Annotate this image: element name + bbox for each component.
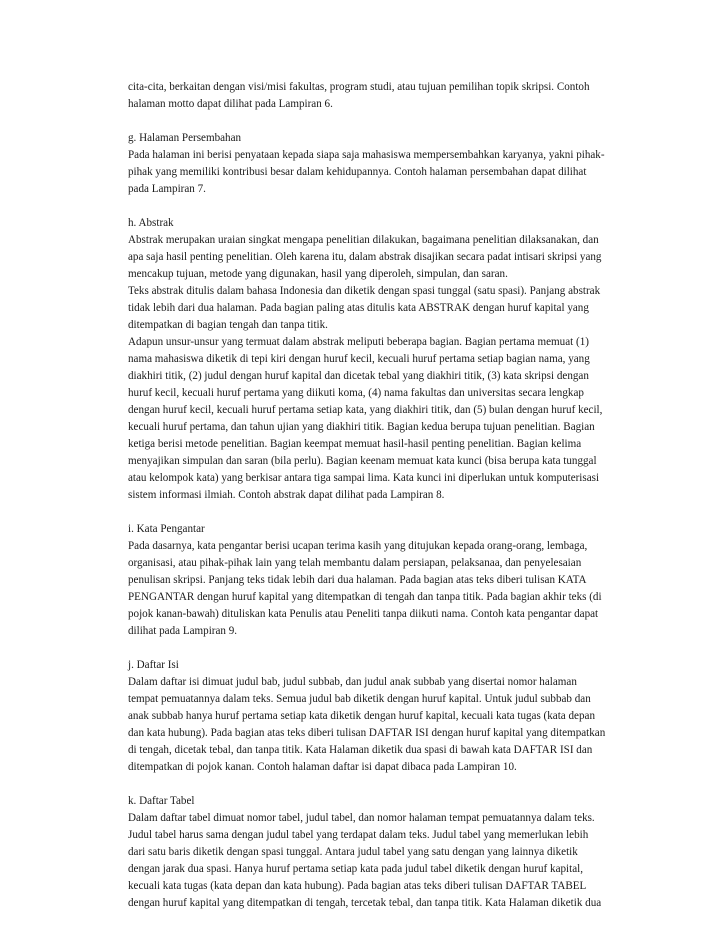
section-abstrak [128, 215, 648, 504]
text-line: Judul tabel harus sama dengan judul tabel yang terdapat dalam teks. Judul tabel yang memerlukan lebih [128, 829, 589, 841]
section-daftar-tabel [128, 793, 648, 912]
text-line: dan kata hubung). Pada bagian atas teks diberi tulisan DAFTAR ISI dengan huruf kapital yang ditempatkan [128, 727, 606, 739]
text-line: di tengah, dicetak tebal, dan tanpa titik. Kata Halaman diketik dua spasi di bawah kata DAFTAR ISI dan [128, 744, 593, 756]
text-line: Dalam daftar isi dimuat judul bab, judul subbab, dan judul anak subbab yang disertai nomor halaman [128, 676, 577, 688]
text-line: Adapun unsur-unsur yang termuat dalam abstrak meliputi beberapa bagian. Bagian pertama memuat (1) [128, 336, 589, 348]
section-heading: g. Halaman Persembahan [128, 132, 242, 144]
text-line: PENGANTAR dengan huruf kapital yang ditempatkan di tengah dan tanpa titik. Pada bagian akhir teks (di [128, 591, 602, 603]
text-line: Abstrak merupakan uraian singkat mengapa penelitian dilakukan, bagaimana penelitian dilaksanakan, dan [128, 234, 599, 246]
text-line: Teks abstrak ditulis dalam bahasa Indonesia dan diketik dengan spasi tunggal (satu spasi). Panjang abstrak [128, 285, 601, 297]
text-line: diakhiri titik, (2) judul dengan huruf kapital dan dicetak tebal yang diakhiri titik, (3) kata skripsi dengan [128, 370, 589, 382]
text-line: pada Lampiran 7. [128, 183, 206, 195]
text-line: dari satu baris diketik dengan spasi tunggal. Antara judul tabel yang satu dengan yang lainnya diketik [128, 846, 578, 858]
section-kata-pengantar [128, 521, 648, 640]
text-line: Dalam daftar tabel dimuat nomor tabel, judul tabel, dan nomor halaman tempat pemuatannya dalam teks. [128, 812, 595, 824]
text-line: dengan huruf kapital yang ditempatkan di tengah, tercetak tebal, dan tanpa titik. Kata Halaman diketik dua [128, 897, 602, 909]
text-line: nama mahasiswa diketik di tepi kiri dengan huruf kecil, kecuali huruf pertama setiap bagian nama, yang [128, 353, 590, 365]
text-line: mencakup tujuan, metode yang digunakan, hasil yang diperoleh, simpulan, dan saran. [128, 268, 508, 280]
text-line: tempat pemuatannya dalam teks. Semua judul bab diketik dengan huruf kapital. Untuk judul subbab dan [128, 693, 591, 705]
text-line: sistem informasi ilmiah. Contoh abstrak dapat dilihat pada Lampiran 8. [128, 489, 445, 501]
intro-paragraph [128, 79, 648, 113]
text-line: dengan huruf kecil, kecuali huruf pertama setiap kata, yang diakhiri titik, dan (5) bulan dengan huruf kecil, [128, 404, 603, 416]
text-line: pihak yang memiliki kontribusi besar dalam kehidupannya. Contoh halaman persembahan dapat dilihat [128, 166, 587, 178]
document-body [128, 79, 648, 912]
text-line: Pada dasarnya, kata pengantar berisi ucapan terima kasih yang ditujukan kepada orang-orang, lembaga, [128, 540, 588, 552]
text-line: kecuali huruf pertama, dan tahun ujian yang diakhiri titik. Bagian kedua berupa tujuan penelitian. Bagian [128, 421, 595, 433]
text-line: kecuali kata tugas (kata depan dan kata hubung). Pada bagian atas teks diberi tulisan DAFTAR TABEL [128, 880, 587, 892]
section-heading: j. Daftar Isi [128, 659, 179, 671]
section-heading: k. Daftar Tabel [128, 795, 195, 807]
text-line: cita-cita, berkaitan dengan visi/misi fakultas, program studi, atau tujuan pemilihan topik skripsi. Contoh [128, 81, 590, 93]
section-heading: i. Kata Pengantar [128, 523, 205, 535]
text-line: menyajikan simpulan dan saran (bila perlu). Bagian keenam memuat kata kunci (bisa berupa kata tunggal [128, 455, 597, 467]
section-heading: h. Abstrak [128, 217, 174, 229]
text-line: atau kelompok kata) yang berkisar antara tiga sampai lima. Kata kunci ini diperlukan untuk komputerisasi [128, 472, 600, 484]
text-line: Pada halaman ini berisi penyataan kepada siapa saja mahasiswa mempersembahkan karyanya, yakni pihak- [128, 149, 605, 161]
text-line: ditempatkan di pojok kanan. Contoh halaman daftar isi dapat dibaca pada Lampiran 10. [128, 761, 517, 773]
section-halaman-persembahan [128, 130, 648, 198]
text-line: pojok kanan-bawah) dituliskan kata Penulis atau Peneliti tanpa diikuti nama. Contoh kata pengantar dapat [128, 608, 599, 620]
text-line: organisasi, atau pihak-pihak lain yang telah membantu dalam persiapan, pelaksanaa, dan penyelesaian [128, 557, 582, 569]
text-line: ketiga berisi metode penelitian. Bagian keempat memuat hasil-hasil penting penelitian. Bagian kelima [128, 438, 582, 450]
text-line: penulisan skripsi. Panjang teks tidak lebih dari dua halaman. Pada bagian atas teks diberi tulisan KATA [128, 574, 587, 586]
text-line: anak subbab hanya huruf pertama setiap kata diketik dengan huruf kapital, kecuali kata tugas (kata depan [128, 710, 595, 722]
text-line: tidak lebih dari dua halaman. Pada bagian paling atas ditulis kata ABSTRAK dengan huruf kapital yang [128, 302, 589, 314]
text-line: ditempatkan di bagian tengah dan tanpa titik. [128, 319, 328, 331]
text-line: halaman motto dapat dilihat pada Lampiran 6. [128, 98, 333, 110]
text-line: dilihat pada Lampiran 9. [128, 625, 238, 637]
text-line: dengan jarak dua spasi. Hanya huruf pertama setiap kata pada judul tabel diketik dengan huruf kapital, [128, 863, 583, 875]
text-line: apa saja hasil penting penelitian. Oleh karena itu, dalam abstrak disajikan secara padat intisari skripsi yang [128, 251, 602, 263]
section-daftar-isi [128, 657, 648, 776]
text-line: huruf kecil, kecuali huruf pertama yang diikuti koma, (4) nama fakultas dan universitas secara lengkap [128, 387, 584, 399]
